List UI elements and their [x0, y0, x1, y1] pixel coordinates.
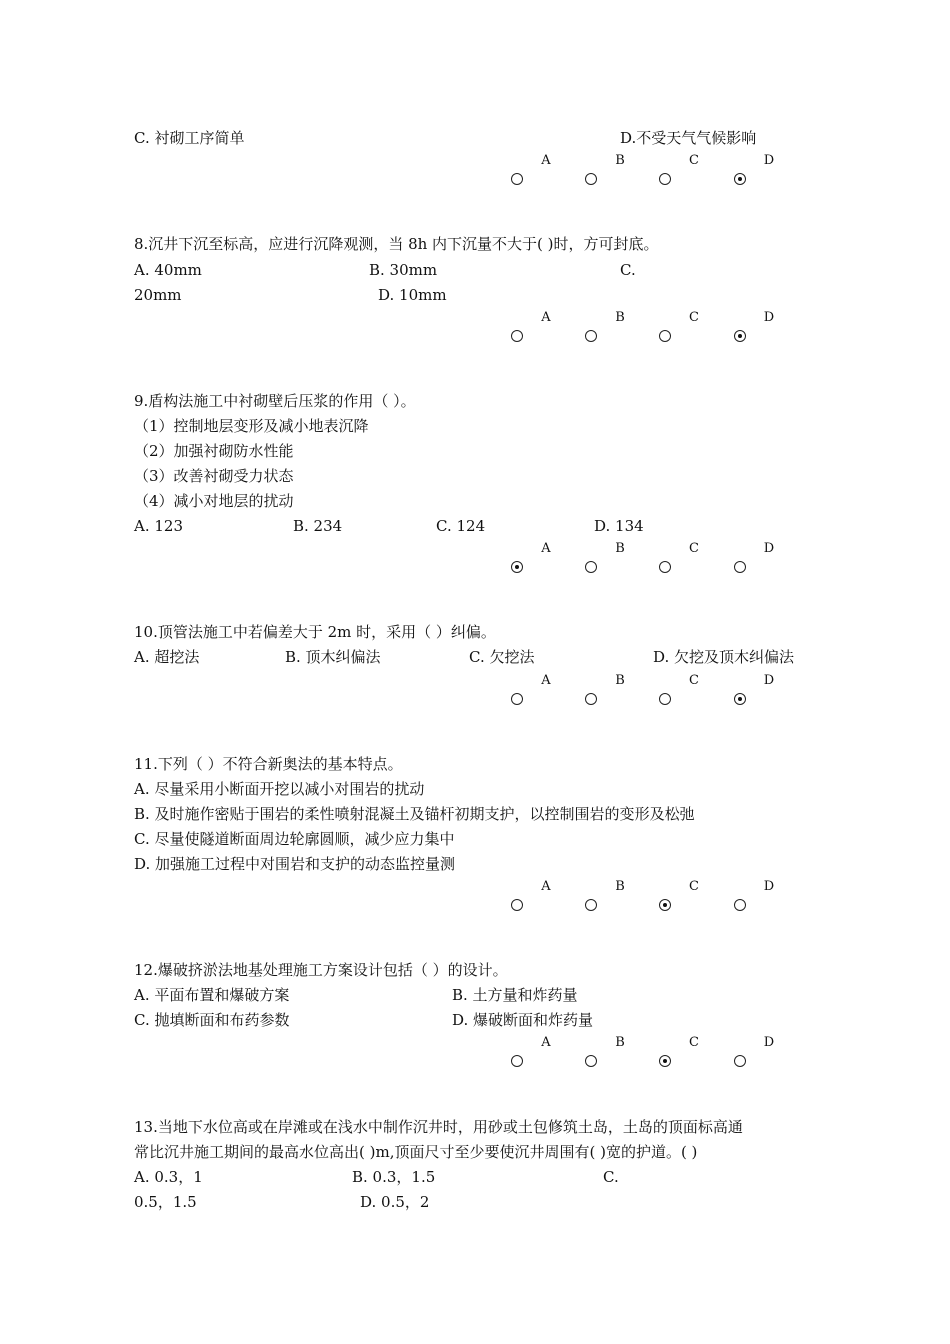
option-label-c: C — [689, 673, 699, 688]
question-line: （2）加强衬砌防水性能 — [134, 442, 294, 460]
question-line: D. 爆破断面和炸药量 — [452, 1011, 594, 1029]
question-text: 9.盾构法施工中衬砌壁后压浆的作用（ ）。 — [134, 392, 416, 410]
question-line: A. 尽量采用小断面开挖以减小对围岩的扰动 — [134, 780, 425, 798]
radio-option-a[interactable] — [511, 899, 523, 911]
question-line: A. 40mm — [134, 261, 202, 279]
radio-option-b[interactable] — [585, 899, 597, 911]
option-label-b: B — [615, 879, 625, 894]
option-label-c: C — [689, 310, 699, 325]
question-line: D. 0.5，2 — [360, 1193, 430, 1211]
option-label-b: B — [615, 673, 625, 688]
question-line: D.不受天气气候影响 — [620, 129, 757, 147]
question-line: A. 123 — [134, 517, 183, 535]
option-label-d: D — [763, 1035, 775, 1050]
option-label-c: C — [689, 153, 699, 168]
question-text: 11.下列（ ）不符合新奥法的基本特点。 — [134, 755, 403, 773]
question-line: （3）改善衬砌受力状态 — [134, 467, 294, 485]
question-line: A. 0.3，1 — [134, 1168, 203, 1186]
question-line: D. 10mm — [378, 286, 447, 304]
option-label-b: B — [615, 153, 625, 168]
option-label-c: C — [689, 879, 699, 894]
radio-option-b[interactable] — [585, 1055, 597, 1067]
option-label-d: D — [763, 153, 775, 168]
question-text: 13.当地下水位高或在岸滩或在浅水中制作沉井时，用砂或土包修筑土岛，土岛的顶面标高通 — [134, 1118, 743, 1136]
radio-option-d[interactable] — [734, 899, 746, 911]
radio-option-b[interactable] — [585, 173, 597, 185]
option-label-d: D — [763, 879, 775, 894]
question-line: B. 234 — [293, 517, 343, 535]
question-line: C. 欠挖法 — [469, 648, 535, 666]
option-label-a: A — [541, 310, 551, 325]
radio-option-c[interactable] — [659, 899, 671, 911]
question-line: 0.5，1.5 — [134, 1193, 197, 1211]
option-label-b: B — [615, 541, 625, 556]
question-line: C. — [620, 261, 636, 279]
radio-option-b[interactable] — [585, 693, 597, 705]
question-line: 常比沉井施工期间的最高水位高出( )m,顶面尺寸至少要使沉井周围有( )宽的护道。( ) — [134, 1143, 698, 1161]
question-text: C. 衬砌工序简单 — [134, 129, 245, 147]
radio-option-d[interactable] — [734, 1055, 746, 1067]
radio-option-c[interactable] — [659, 330, 671, 342]
option-label-c: C — [689, 1035, 699, 1050]
radio-option-c[interactable] — [659, 1055, 671, 1067]
radio-option-c[interactable] — [659, 693, 671, 705]
question-line: C. 尽量使隧道断面周边轮廓圆顺，减少应力集中 — [134, 830, 455, 848]
radio-option-c[interactable] — [659, 173, 671, 185]
question-line: D. 加强施工过程中对围岩和支护的动态监控量测 — [134, 855, 456, 873]
option-label-a: A — [541, 1035, 551, 1050]
question-line: D. 134 — [594, 517, 644, 535]
option-label-a: A — [541, 541, 551, 556]
radio-option-c[interactable] — [659, 561, 671, 573]
question-line: B. 0.3，1.5 — [352, 1168, 436, 1186]
question-line: （1）控制地层变形及减小地表沉降 — [134, 417, 369, 435]
option-label-d: D — [763, 673, 775, 688]
radio-option-d[interactable] — [734, 330, 746, 342]
radio-option-a[interactable] — [511, 1055, 523, 1067]
option-label-d: D — [763, 541, 775, 556]
radio-option-a[interactable] — [511, 330, 523, 342]
radio-option-a[interactable] — [511, 173, 523, 185]
question-line: A. 超挖法 — [134, 648, 200, 666]
radio-option-b[interactable] — [585, 561, 597, 573]
option-label-a: A — [541, 879, 551, 894]
option-label-a: A — [541, 153, 551, 168]
radio-option-d[interactable] — [734, 173, 746, 185]
question-line: C. 抛填断面和布药参数 — [134, 1011, 290, 1029]
question-line: （4）减小对地层的扰动 — [134, 492, 294, 510]
question-text: 8.沉井下沉至标高，应进行沉降观测，当 8h 内下沉量不大于( )时，方可封底。 — [134, 235, 659, 253]
question-line: 20mm — [134, 286, 182, 304]
option-label-a: A — [541, 673, 551, 688]
radio-option-b[interactable] — [585, 330, 597, 342]
question-line: B. 30mm — [369, 261, 438, 279]
question-line: D. 欠挖及顶木纠偏法 — [653, 648, 795, 666]
question-line: B. 土方量和炸药量 — [452, 986, 578, 1004]
question-line: B. 顶木纠偏法 — [285, 648, 381, 666]
question-line: A. 平面布置和爆破方案 — [134, 986, 290, 1004]
question-line: C. — [603, 1168, 619, 1186]
question-line: B. 及时施作密贴于围岩的柔性喷射混凝土及锚杆初期支护，以控制围岩的变形及松弛 — [134, 805, 695, 823]
question-text: 10.顶管法施工中若偏差大于 2m 时，采用（ ）纠偏。 — [134, 623, 496, 641]
question-text: 12.爆破挤淤法地基处理施工方案设计包括（ ）的设计。 — [134, 961, 508, 979]
option-label-c: C — [689, 541, 699, 556]
option-label-b: B — [615, 310, 625, 325]
option-label-b: B — [615, 1035, 625, 1050]
radio-option-a[interactable] — [511, 693, 523, 705]
radio-option-d[interactable] — [734, 693, 746, 705]
question-line: C. 124 — [436, 517, 486, 535]
radio-option-d[interactable] — [734, 561, 746, 573]
option-label-d: D — [763, 310, 775, 325]
radio-option-a[interactable] — [511, 561, 523, 573]
